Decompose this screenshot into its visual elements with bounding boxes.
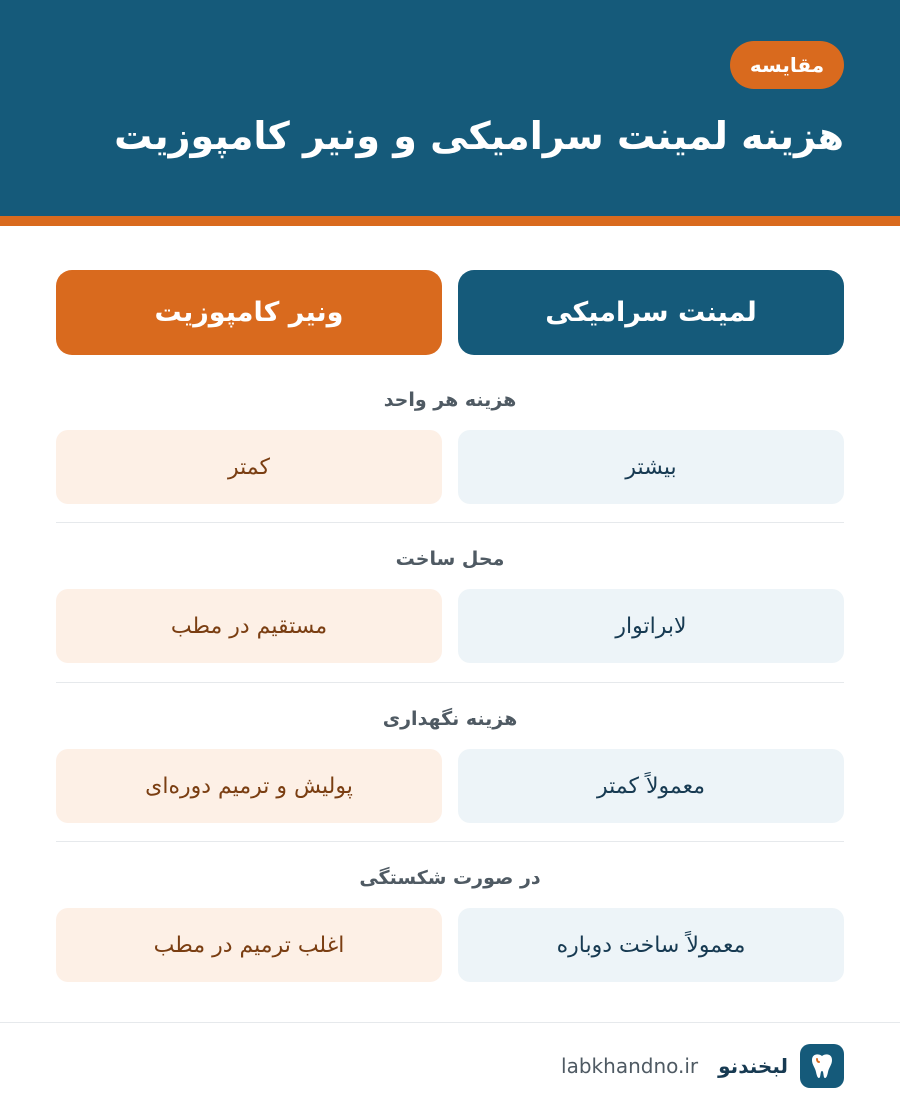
column-header-composite-veneer: ونیر کامپوزیت: [56, 270, 442, 355]
page-title: هزینه لمینت سرامیکی و ونیر کامپوزیت: [114, 114, 844, 158]
row-label-fabrication-place: محل ساخت: [395, 548, 505, 570]
row-label-breakage: در صورت شکستگی: [359, 867, 541, 889]
row-label-maintenance-cost: هزینه نگهداری: [382, 708, 518, 730]
header: [0, 0, 900, 216]
cell-composite-fabrication-place: مستقیم در مطب: [56, 589, 442, 663]
cell-composite-breakage: اغلب ترمیم در مطب: [56, 908, 442, 982]
row-divider: [56, 682, 844, 683]
brand-name: لبخندنو: [718, 1054, 788, 1078]
cell-ceramic-fabrication-place: لابراتوار: [458, 589, 844, 663]
site-url[interactable]: labkhandno.ir: [561, 1054, 699, 1078]
header-accent-stripe: [0, 216, 900, 226]
footer: [561, 1044, 844, 1088]
row-label-unit-cost: هزینه هر واحد: [383, 389, 517, 411]
row-divider: [56, 522, 844, 523]
cell-composite-unit-cost: کمتر: [56, 430, 442, 504]
footer-divider: [0, 1022, 900, 1023]
cell-composite-maintenance-cost: پولیش و ترمیم دوره‌ای: [56, 749, 442, 823]
tooth-icon: [800, 1044, 844, 1088]
cell-ceramic-unit-cost: بیشتر: [458, 430, 844, 504]
column-header-ceramic-laminate: لمینت سرامیکی: [458, 270, 844, 355]
category-badge: مقایسه: [730, 41, 844, 89]
cell-ceramic-maintenance-cost: معمولاً کمتر: [458, 749, 844, 823]
row-divider: [56, 841, 844, 842]
cell-ceramic-breakage: معمولاً ساخت دوباره: [458, 908, 844, 982]
